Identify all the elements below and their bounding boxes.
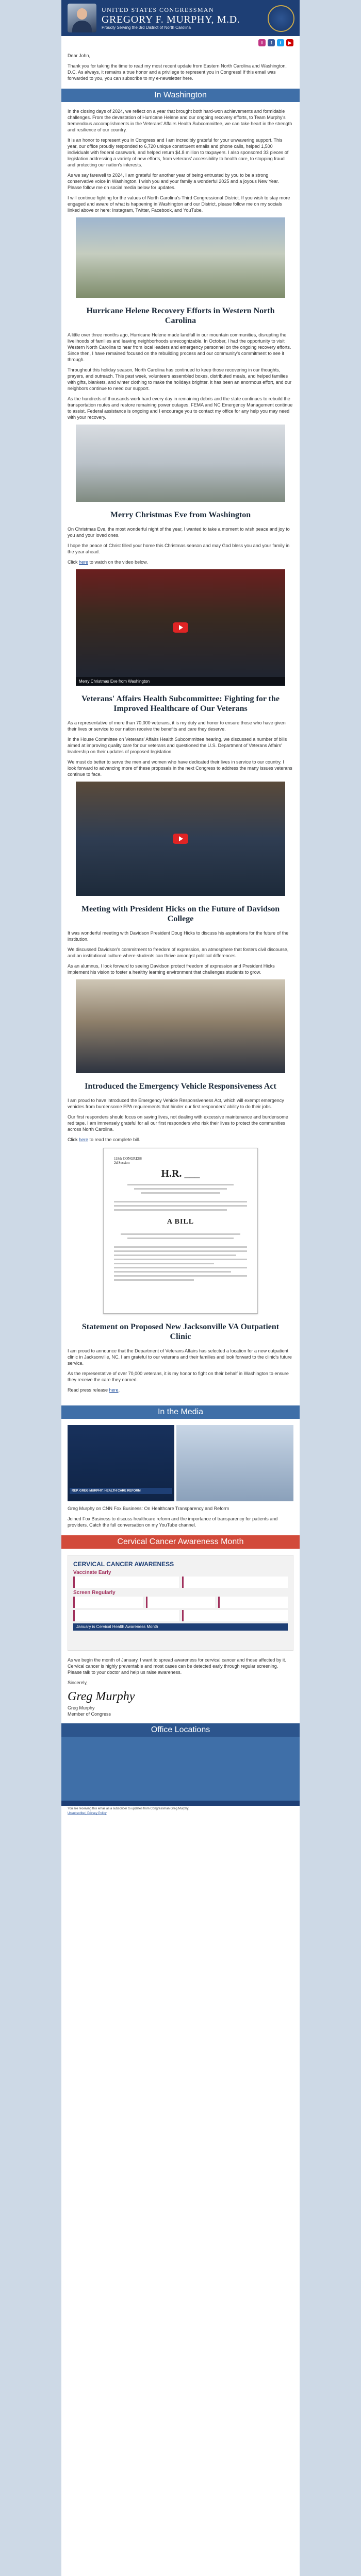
infographic-cell [73,1597,143,1608]
media-guest-panel [176,1425,293,1501]
infographic-title: CERVICAL CANCER AWARENESS [73,1561,174,1568]
media-host-panel [68,1425,174,1501]
greeting: Dear John, [68,53,91,58]
infographic-cell [182,1577,288,1588]
cervical-paragraph-1: As we begin the month of January, I want to spread awareness for cervical cancer and those affected by it. Cervical cancer is highly preventable and most cases can be detected early through regular screening. Please talk to your doctor and help us raise awareness. [68,1657,286,1675]
youtube-icon[interactable]: ▶ [286,39,293,46]
congressman-photo [68,4,96,32]
masthead-title: UNITED STATES CONGRESSMAN [102,6,215,13]
merry-paragraph-1: On Christmas Eve, the most wonderful night of the year, I wanted to take a moment to wish peace and joy to you and your loved ones. [68,527,290,538]
evr-paragraph-1: I am proud to have introduced the Emergency Vehicle Responsiveness Act, which will exempt emergency vehicles from burdensome EPA requirements that hinder our first responders' ability to do their jobs. [68,1098,284,1109]
doc-line [121,1233,240,1235]
va-paragraph-1: As a representative of more than 70,000 veterans, it is my duty and honor to ensure those who have given their lives or service to our nation receive the benefits and care they deserve. [68,720,286,732]
email-container [61,0,300,2576]
infographic-cell [73,1610,179,1621]
jacksonville-paragraph-2: As the representative of over 70,000 veterans, it is my honor to fight on their behalf in Washington to ensure they receive the care they earned. [68,1371,289,1382]
davidson-paragraph-3: As an alumnus, I look forward to seeing Davidson protect freedom of expression and President Hicks implement his vision to foster a healthy learning environment that challenges students to grow. [68,963,275,975]
doc-line [114,1275,247,1277]
jacksonville-title: Statement on Proposed New Jacksonville VA Outpatient Clinic [81,1323,280,1341]
doc-line [114,1255,236,1256]
doc-a-bill: A BILL [167,1218,194,1226]
vaccinate-early-heading: Vaccinate Early [73,1570,111,1575]
doc-session: 2d Session [114,1161,130,1165]
media-paragraph: Joined Fox Business to discuss healthcare reform and the importance of transparency for patients and providers. Catch the full conversation on my YouTube channel. [68,1516,278,1528]
doc-line [114,1263,214,1264]
media-caption: Greg Murphy on CNN Fox Business: On Healthcare Transparency and Reform [68,1506,229,1511]
helene-title: Hurricane Helene Recovery Efforts in Western North Carolina [86,307,275,325]
helene-paragraph-2: Throughout this holiday season, North Carolina has continued to keep those recovering in our thoughts, prayers, and outreach. This past week, volunteers assembled boxes, distributed meals, and helped families with gifts, blankets, and winter clothing to make the holidays brighter. It has been an enormous effort, and our neighbors continue to need our support. [68,367,292,391]
infographic-cell [146,1597,216,1608]
play-button-icon[interactable] [173,622,188,633]
evr-link-line: Click here to read the complete bill. [68,1137,140,1142]
social-bar [61,36,300,49]
davidson-paragraph-1: It was wonderful meeting with Davidson President Doug Hicks to discuss his aspirations for the future of the institution. [68,930,289,942]
congressional-seal-icon [268,5,294,32]
press-release-link[interactable]: here [109,1387,119,1393]
washington-paragraph-2: It is an honor to represent you in Congress and I am incredibly grateful for your unwavering support. This year, our office proudly responded to 6,720 unique constituent emails and phone calls, helped 1,500 individuals with federal casework, and helped return $4.8 million to taxpayers. I also sponsored 33 pieces of legislation addressing a variety of new efforts, from veterans' accessibility to health care, to stopping fraud and protecting our nation's interests. [68,138,289,167]
intro-paragraph: Thank you for taking the time to read my most recent update from Eastern North Carolina and Washington, D.C. As always, it remains a true honor and a privilege to represent you in Congress! If this email was forwarded to you, you can subscribe to my e-newsletter here. [68,63,287,81]
va-hearing-video[interactable] [76,782,285,896]
doc-line [127,1238,234,1239]
doc-hr-number: H.R. ___ [161,1168,200,1179]
merry-link-line: Click here to watch on the video below. [68,560,148,565]
instagram-icon[interactable]: I [258,39,266,46]
washington-paragraph-4: I will continue fighting for the values of North Carolina's Third Congressional District. If you wish to stay more engaged and aware of what is happening in Washington and our District, please follow me on my socials linked above or here: Instagram, Twitter, Facebook, and YouTube. [68,195,290,213]
evr-act-title: Introduced the Emergency Vehicle Responsiveness Act [85,1082,276,1091]
jacksonville-link-line: Read press release here. [68,1387,120,1393]
doc-line [114,1205,247,1207]
in-washington-heading: In Washington [61,89,300,102]
doc-line [114,1279,194,1281]
doc-congress: 118th CONGRESS [114,1157,142,1161]
va-paragraph-3: We must do better to serve the men and women who have dedicated their lives in service to our country. I look forward to advancing more of these proposals in the next Congress to address the many issues veterans continue to face. [68,759,292,777]
office-locations-heading: Office Locations [61,1723,300,1737]
doc-line [114,1267,247,1268]
infographic-row [73,1610,288,1621]
davidson-meeting-photo [76,979,285,1073]
doc-line [114,1246,247,1248]
closing-name: Greg Murphy [68,1705,95,1710]
doc-line [114,1201,247,1202]
infographic-row [73,1577,288,1588]
davidson-paragraph-2: We discussed Davidson's commitment to freedom of expression, an atmosphere that fosters civil discourse, and an institutional culture where students can thrive amongst political differences. [68,947,289,958]
video-caption: Merry Christmas Eve from Washington [76,677,285,686]
masthead-subtitle: Proudly Serving the 3rd District of North Carolina [102,25,191,30]
doc-line [114,1209,227,1211]
footer [61,1806,300,1817]
helene-paragraph-1: A little over three months ago, Hurricane Helene made landfall in our mountain communities, disrupting the livelihoods of families and leaving neighborhoods unrecognizable. In October, I had the opportunity to visit Western North Carolina to hear from local leaders and emergency personnel on the ongoing recovery efforts. Since then, I have remained focused on the rebuilding process and our community's commitment to see it through. [68,332,291,362]
merry-video-link[interactable]: here [79,560,89,565]
footer-unsubscribe-link[interactable]: Unsubscribe | Privacy Policy [68,1812,107,1815]
masthead-name: GREGORY F. MURPHY, M.D. [102,14,240,25]
jacksonville-paragraph-1: I am proud to announce that the Department of Veterans Affairs has selected a location for a new outpatient clinic in Jacksonville, NC. I am grateful to our veterans and their families and look forward to the clinic's future service. [68,1348,292,1366]
doc-line [141,1192,221,1194]
va-title: Veterans' Affairs Health Subcommittee: Fighting for the Improved Healthcare of Our Veterans [81,694,280,713]
footer-bar [61,1801,300,1806]
infographic-row [73,1597,288,1608]
infographic-footer: January is Cervical Health Awareness Month [73,1623,288,1631]
closing-role: Member of Congress [68,1711,111,1717]
twitter-icon[interactable]: t [277,39,284,46]
helene-photo [76,425,285,502]
merry-paragraph-2: I hope the peace of Christ filled your home this Christmas season and may God bless you and your family in the year ahead. [68,543,290,554]
infographic-cell [73,1577,179,1588]
doc-line [114,1271,231,1273]
washington-photo [76,217,285,298]
davidson-title: Meeting with President Hicks on the Future of Davidson College [81,905,280,923]
cervical-cancer-infographic [68,1555,293,1651]
evr-bill-link[interactable]: here [79,1137,89,1142]
doc-line [127,1184,234,1185]
office-locations-section [61,1723,300,1801]
footer-subscribe-text: You are receiving this email as a subscriber to updates from Congressman Greg Murphy. [68,1807,189,1810]
doc-line [114,1259,247,1260]
infographic-cell [182,1610,288,1621]
christmas-video-thumbnail[interactable] [76,569,285,686]
media-lower-third: REP. GREG MURPHY: HEALTH CARE REFORM [70,1488,172,1494]
in-the-media-heading: In the Media [61,1405,300,1419]
washington-paragraph-3: As we say farewell to 2024, I am grateful for another year of being entrusted by you to be a strong conservative voice in Washington. I wish you and your family a wonderful 2025 and a joyous New Year. Please follow me on social media below for updates. [68,173,279,190]
bill-document-image [103,1148,258,1314]
media-video-clip[interactable] [61,1425,300,1501]
infographic-cell [218,1597,288,1608]
signature: Greg Murphy [68,1690,135,1703]
doc-line [114,1250,247,1252]
cervical-cancer-heading: Cervical Cancer Awareness Month [61,1535,300,1549]
doc-line [134,1188,227,1190]
merry-christmas-title: Merry Christmas Eve from Washington [110,511,251,519]
va-paragraph-2: In the House Committee on Veterans' Affairs Health Subcommittee hearing, we discussed a number of bills aimed at improving quality care for our veterans and questioned the U.S. Department of Veterans Affairs' leadership on their updates of proposed legislation. [68,737,287,754]
play-button-icon[interactable] [173,834,188,844]
screen-regularly-heading: Screen Regularly [73,1590,116,1596]
facebook-icon[interactable]: f [268,39,275,46]
helene-paragraph-3: As the hundreds of thousands work hard every day in remaining debris and the state continues to rebuild the transportation routes and restore remaining power outages, FEMA and NC Emergency Management continue to assist. Federal assistance is ongoing and I encourage you to contact my office for any help you may need with your recovery. [68,396,293,420]
masthead [61,0,300,36]
evr-paragraph-2: Our first responders should focus on saving lives, not dealing with excessive maintenance and burdensome red tape. I am immensely grateful for all our first responders who risk their lives to protect the communities across North Carolina. [68,1114,288,1132]
masthead-text [102,6,240,30]
washington-paragraph-1: In the closing days of 2024, we reflect on a year that brought both hard-won achievements and formidable challenges. From the devastation of Hurricane Helene and our ongoing recovery efforts, to Team Murphy's tremendous accomplishments in the Veterans' Affairs Health Subcommittee, we can take heart in the strength and resilience of our country. [68,109,292,132]
sincerely-text: Sincerely, [68,1680,88,1685]
